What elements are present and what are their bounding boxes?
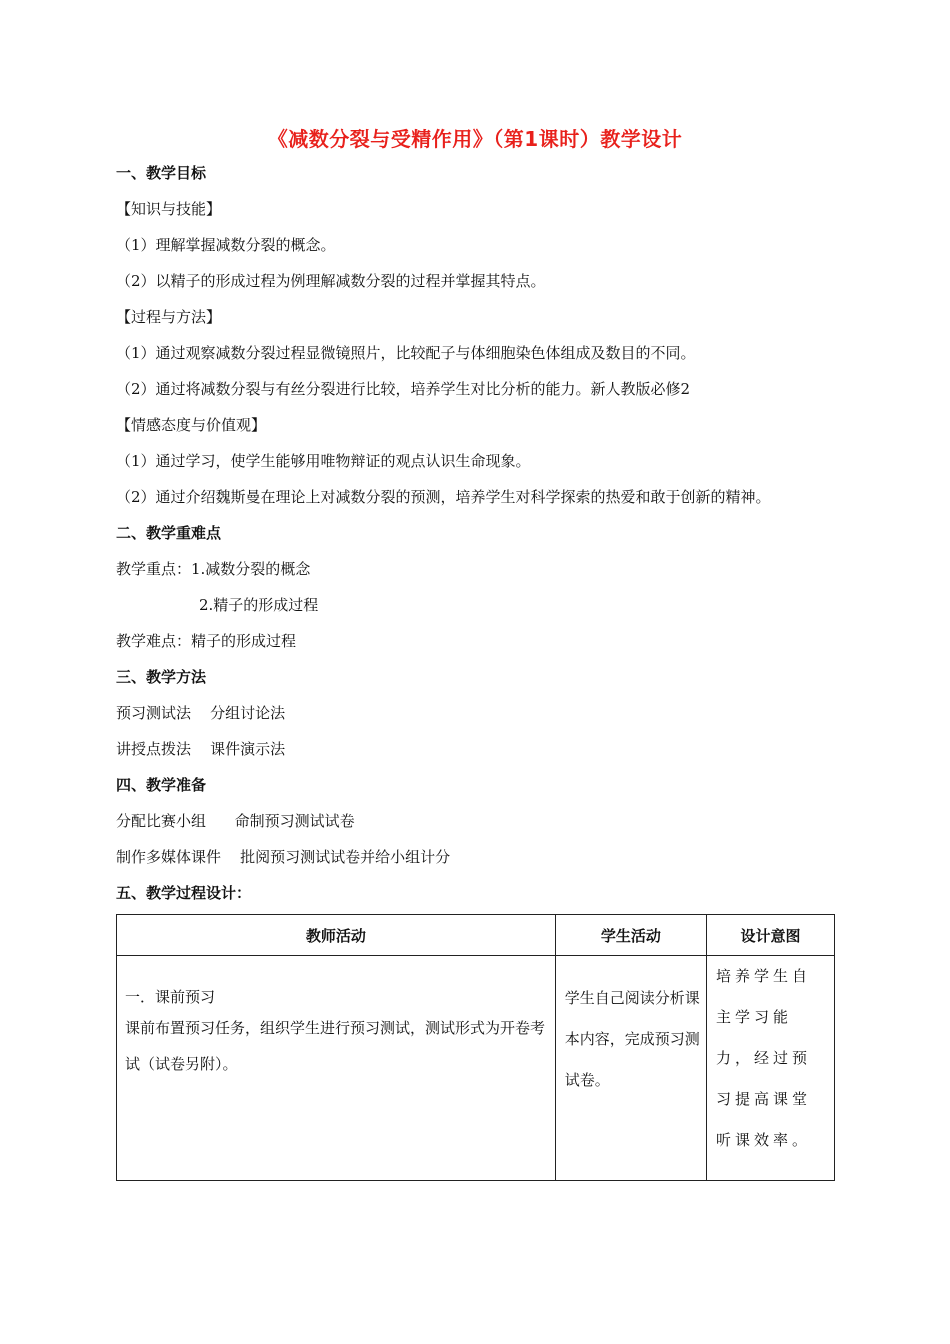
- emotion-item-1: （1）通过学习，使学生能够用唯物辩证的观点认识生命现象。: [116, 452, 531, 470]
- cell-design-intent: 培养学生自主学习能力，经过预习提高课堂听课效率。: [706, 956, 834, 1181]
- teacher-activity-title: 一．课前预习: [125, 988, 216, 1006]
- method-item-2: 讲授点拨法 课件演示法: [116, 740, 286, 758]
- subheading-process: 【过程与方法】: [116, 308, 222, 326]
- prep-item-2: 制作多媒体课件 批阅预习测试试卷并给小组计分: [116, 848, 451, 866]
- subheading-emotion: 【情感态度与价值观】: [116, 416, 267, 434]
- section-heading-preparation: 四、教学准备: [116, 776, 207, 794]
- knowledge-item-1: （1）理解掌握减数分裂的概念。: [116, 236, 336, 254]
- table-header-row: [117, 915, 835, 956]
- method-item-1: 预习测试法 分组讨论法: [116, 704, 286, 722]
- focus-item-1: 教学重点：1.减数分裂的概念: [116, 560, 311, 578]
- document-title: 《减数分裂与受精作用》（第1课时）教学设计: [267, 127, 683, 151]
- process-item-2: （2）通过将减数分裂与有丝分裂进行比较，培养学生对比分析的能力。新人教版必修2: [116, 380, 691, 398]
- header-teacher-activity: 教师活动: [117, 915, 556, 956]
- emotion-item-2: （2）通过介绍魏斯曼在理论上对减数分裂的预测，培养学生对科学探索的热爱和敢于创新的精神。: [116, 488, 771, 506]
- cell-teacher-activity: [117, 956, 556, 1181]
- section-heading-process-design: 五、教学过程设计：: [116, 884, 252, 902]
- subheading-knowledge: 【知识与技能】: [116, 200, 222, 218]
- focus-item-2: 2.精子的形成过程: [199, 596, 319, 614]
- table-row: [117, 956, 835, 1181]
- knowledge-item-2: （2）以精子的形成过程为例理解减数分裂的过程并掌握其特点。: [116, 272, 546, 290]
- prep-item-1: 分配比赛小组 命制预习测试试卷: [116, 812, 355, 830]
- difficulty-item: 教学难点：精子的形成过程: [116, 632, 297, 650]
- cell-student-activity: 学生自己阅读分析课本内容，完成预习测试卷。: [555, 956, 706, 1181]
- header-design-intent: 设计意图: [706, 915, 834, 956]
- header-student-activity: 学生活动: [555, 915, 706, 956]
- section-heading-focus: 二、教学重难点: [116, 524, 222, 542]
- process-item-1: （1）通过观察减数分裂过程显微镜照片，比较配子与体细胞染色体组成及数目的不同。: [116, 344, 696, 362]
- teacher-activity-text: 课前布置预习任务，组织学生进行预习测试，测试形式为开卷考试（试卷另附）。: [125, 1019, 546, 1073]
- process-design-table: [116, 914, 835, 1181]
- section-heading-objectives: 一、教学目标: [116, 164, 207, 182]
- section-heading-methods: 三、教学方法: [116, 668, 207, 686]
